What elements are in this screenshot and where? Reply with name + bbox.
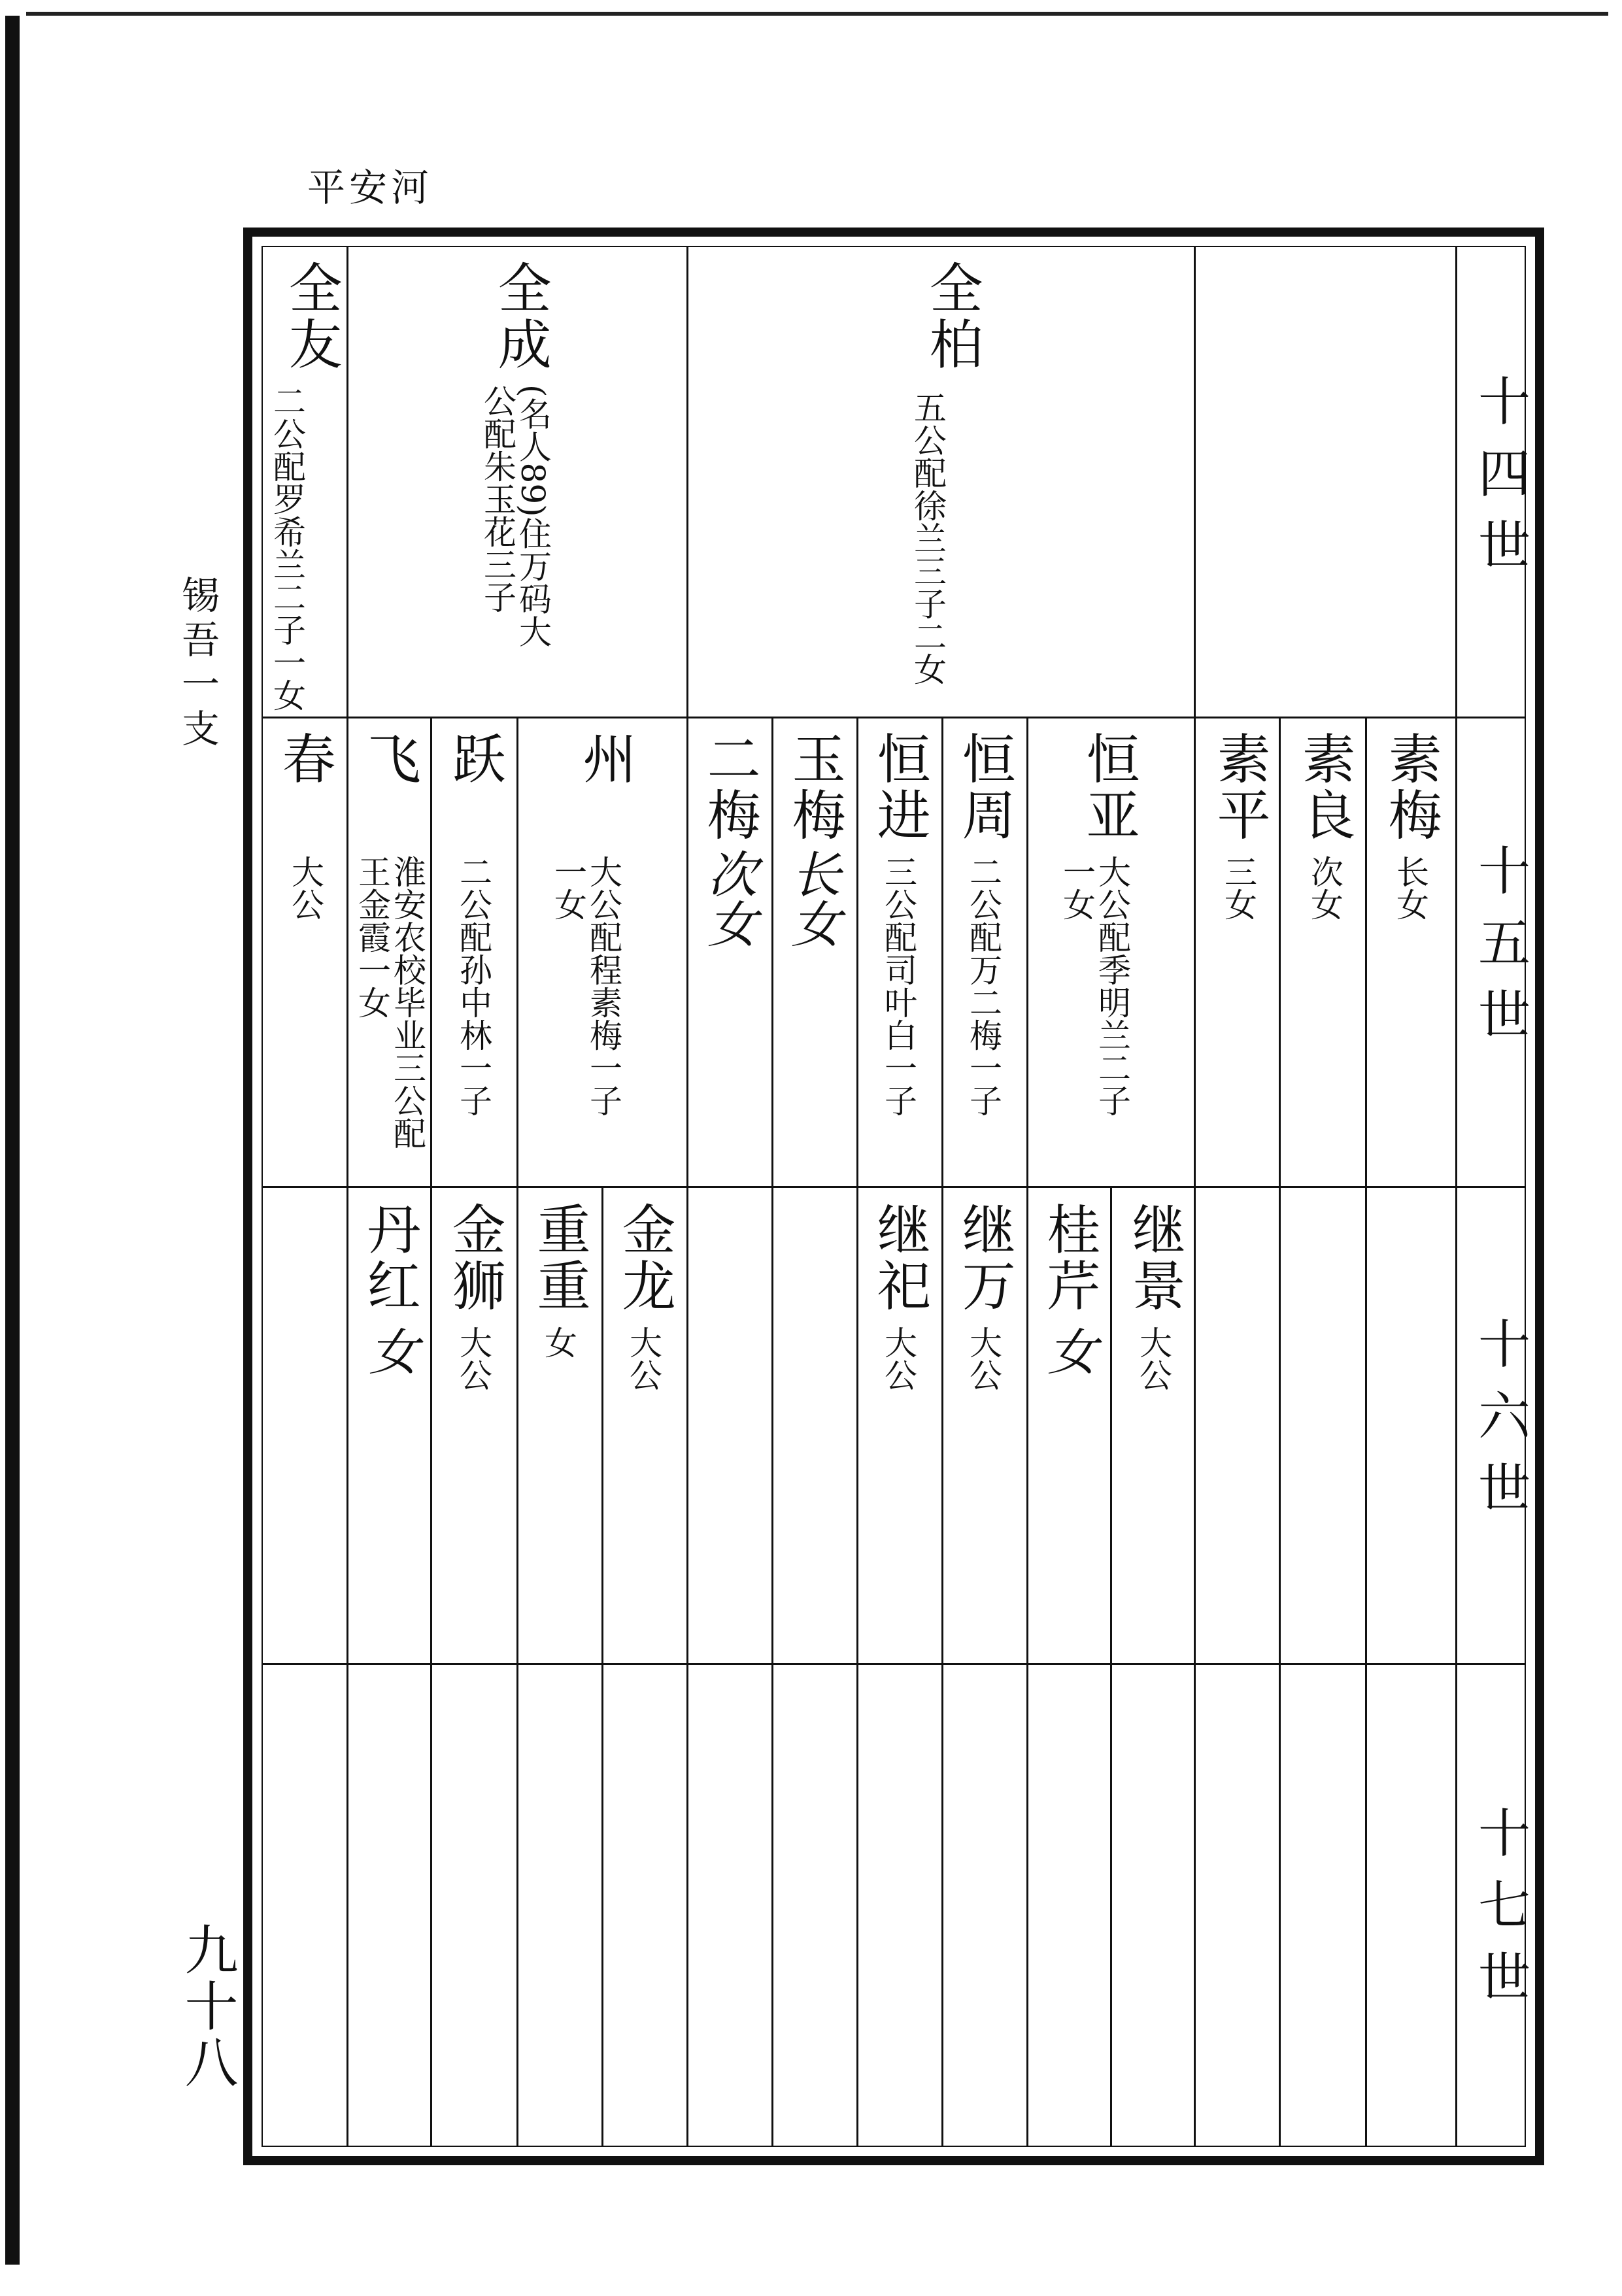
divider: [430, 717, 432, 2146]
divider: [686, 717, 688, 2146]
generation-15-label: 十五世: [1469, 843, 1530, 1059]
page-number: 九十八: [176, 1922, 238, 2091]
person-danhong-note: 女: [360, 1326, 419, 1376]
divider: [1026, 717, 1028, 2146]
person-quanyou-name: 全友: [280, 260, 343, 373]
divider: [1194, 717, 1196, 2146]
person-hengzhou-name: 恒周: [953, 731, 1016, 843]
person-chun-name: 春: [273, 731, 336, 787]
generation-16-label: 十六世: [1469, 1317, 1530, 1532]
person-yumei-name: 玉梅: [783, 731, 846, 843]
person-jijing-note: 大公: [1134, 1326, 1172, 1391]
person-yue-note: 二公配孙中林一子: [454, 855, 492, 1117]
divider: [856, 717, 858, 2146]
divider: [346, 247, 348, 717]
person-hengya-name: 恒亚: [1077, 731, 1140, 843]
person-quancheng-note: (名人89)住万码大公配朱玉花三子: [479, 384, 552, 648]
person-zhou-note: 大公配程素梅一子一女: [549, 855, 622, 1117]
person-chongchong-name: 重重: [528, 1202, 591, 1314]
person-ermei-name: 二梅: [698, 731, 761, 843]
branch-label: 锡吾一支: [175, 575, 220, 753]
divider: [686, 247, 688, 717]
divider: [1279, 717, 1281, 2146]
person-quanyou-note: 二公配罗希兰二子一女: [268, 384, 306, 711]
person-jinshi-name: 金狮: [443, 1202, 506, 1314]
person-fei-name: 飞: [358, 731, 421, 787]
scan-edge-top: [26, 12, 1608, 16]
person-suping-note: 三女: [1219, 855, 1257, 920]
person-jinlong-name: 金龙: [613, 1202, 676, 1314]
person-yumei-note: 长女: [783, 849, 841, 948]
person-jiwan-name: 继万: [953, 1202, 1016, 1314]
place-name: 平安河: [307, 165, 433, 210]
person-quanbai-note: 五公配徐兰三子二女: [909, 391, 947, 685]
genealogy-table: [243, 228, 1544, 2165]
person-guiqin-name: 桂芹: [1038, 1202, 1101, 1314]
generation-column-divider: [1455, 247, 1457, 2146]
person-guiqin-note: 女: [1039, 1326, 1098, 1376]
person-jisi-note: 大公: [879, 1326, 917, 1391]
row-divider-14-15: [263, 717, 1525, 718]
person-hengjin-note: 三公配司叶白一子: [879, 855, 917, 1117]
person-suliang-name: 素良: [1293, 731, 1356, 843]
person-quancheng-name: 全成: [489, 260, 552, 373]
person-chongchong-note: 女: [539, 1326, 577, 1359]
person-jisi-name: 继祀: [868, 1202, 931, 1314]
person-hengjin-name: 恒进: [868, 731, 931, 843]
person-quanbai-name: 全柏: [921, 260, 983, 373]
divider: [1194, 247, 1196, 717]
divider: [1365, 717, 1367, 2146]
divider: [346, 717, 348, 2146]
divider: [516, 717, 518, 2146]
row-divider-16-17: [263, 1663, 1525, 1665]
person-fei-note: 淮安农校毕业三公配王金霞一女: [353, 855, 426, 1149]
divider: [771, 717, 773, 2146]
person-zhou-name: 州: [574, 731, 637, 787]
generation-14-label: 十四世: [1469, 374, 1530, 590]
person-chun-note: 大公: [286, 855, 324, 920]
person-ermei-note: 次女: [699, 849, 758, 948]
person-jiwan-note: 大公: [964, 1326, 1002, 1391]
person-suliang-note: 次女: [1306, 855, 1343, 920]
person-sumei-name: 素梅: [1379, 731, 1442, 843]
genealogy-grid: [262, 246, 1530, 2147]
divider: [941, 717, 943, 2146]
row-divider-15-16: [263, 1186, 1525, 1188]
person-jinlong-note: 大公: [624, 1326, 662, 1391]
generation-17-label: 十七世: [1469, 1806, 1530, 2021]
person-suping-name: 素平: [1208, 731, 1271, 843]
person-hengzhou-note: 二公配万二梅一子: [964, 855, 1002, 1117]
person-hengya-note: 大公配季明兰二子一女: [1058, 855, 1131, 1117]
scan-edge-left: [5, 16, 20, 2265]
person-yue-name: 跃: [443, 731, 506, 787]
divider: [601, 1186, 603, 2146]
divider: [1110, 1186, 1112, 2146]
person-danhong-name: 丹红: [358, 1202, 421, 1314]
person-jijing-name: 继景: [1123, 1202, 1186, 1314]
person-jinshi-note: 大公: [454, 1326, 492, 1391]
person-sumei-note: 长女: [1391, 855, 1429, 920]
